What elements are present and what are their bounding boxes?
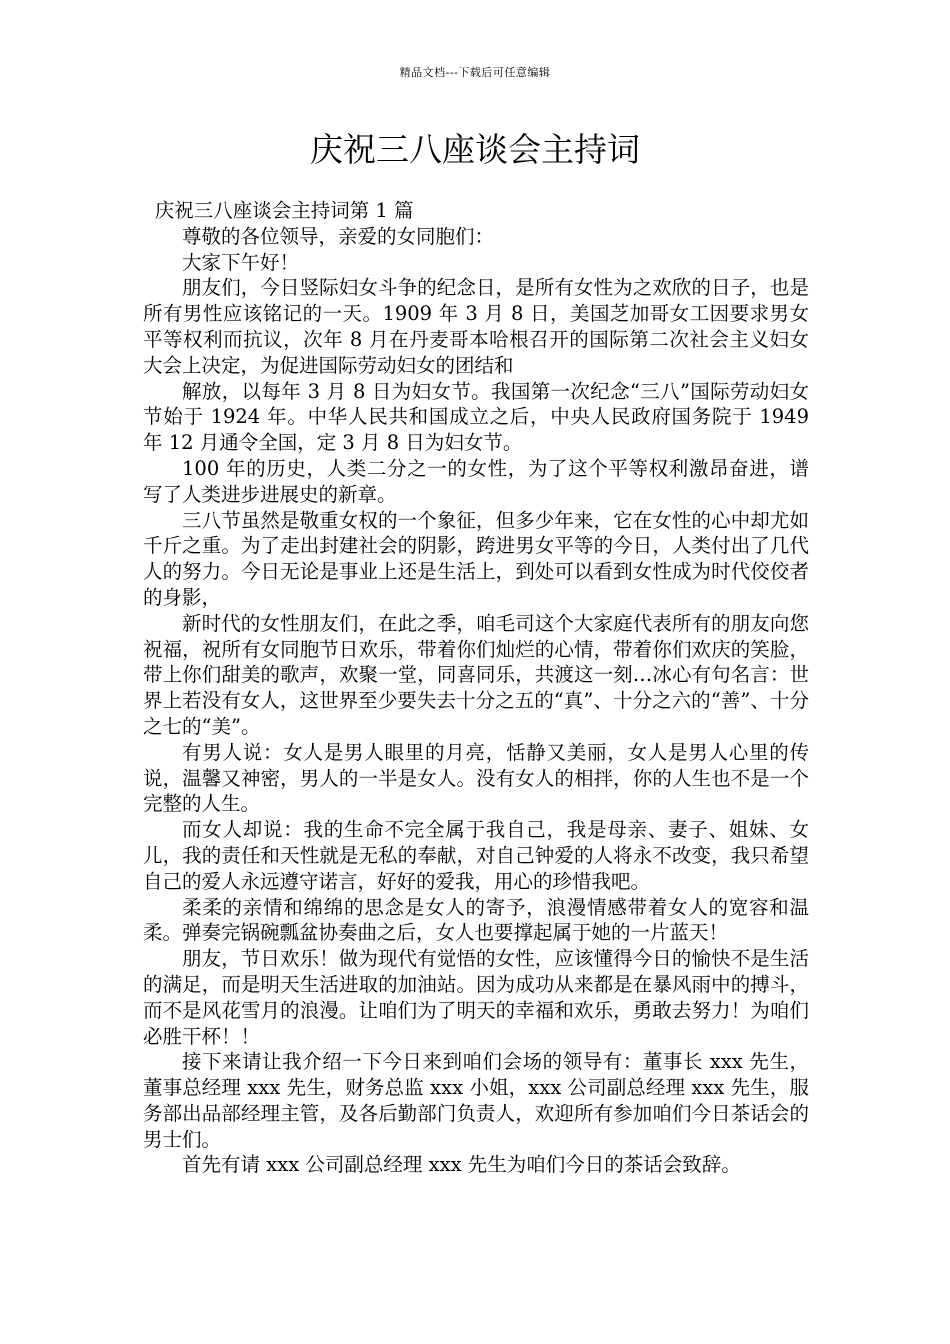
paragraph-salutation: 尊敬的各位领导，亲爱的女同胞们： [182, 224, 495, 248]
document-title: 庆祝三八座谈会主持词 [310, 130, 640, 169]
paragraph: 柔柔的亲情和绵绵的思念是女人的寄予，浪漫情感带着女人的宽容和温柔。弹奏完锅碗瓢盆协奏曲之后，女人也要撑起属于她的一片蓝天！ [143, 895, 809, 945]
paragraph: 有男人说：女人是男人眼里的月亮，恬静又美丽，女人是男人心里的传说，温馨又神密，男人的一半是女人。没有女人的相拌，你的人生也不是一个完整的人生。 [143, 740, 809, 816]
paragraph: 解放，以每年 3 月 8 日为妇女节。我国第一次纪念“三八”国际劳动妇女节始于 1924 年。中华人民共和国成立之后，中央人民政府国务院于 1949 年 12 月通令全国，定 3 月 8 日为妇女节。 [143, 379, 809, 455]
paragraph: 朋友，节日欢乐！做为现代有觉悟的女性，应该懂得今日的愉快不是生活的满足，而是明天生活进取的加油站。因为成功从来都是在暴风雨中的搏斗，而不是风花雪月的浪漫。让咱们为了明天的幸福和欢乐，勇敢去努力！为咱们必胜干杯！！ [143, 947, 809, 1048]
section-heading: 庆祝三八座谈会主持词第 1 篇 [154, 199, 414, 222]
paragraph-greeting: 大家下午好！ [182, 250, 300, 274]
document-body [143, 198, 809, 1178]
paragraph: 朋友们，今日竖际妇女斗争的纪念日，是所有女性为之欢欣的日子，也是所有男性应该铭记的一天。1909 年 3 月 8 日，美国芝加哥女工因要求男女平等权利而抗议，次年 8 月在丹麦哥本哈根召开的国际第二次社会主义妇女大会上决定，为促进国际劳动妇女的团结和 [143, 276, 809, 377]
paragraph: 而女人却说：我的生命不完全属于我自己，我是母亲、妻子、姐妹、女儿，我的责任和天性就是无私的奉献，对自己钟爱的人将永不改变，我只希望自己的爱人永远遵守诺言，好好的爱我，用心的珍惜我吧。 [143, 818, 809, 893]
paragraph: 接下来请让我介绍一下今日来到咱们会场的领导有：董事长 xxx 先生，董事总经理 xxx 先生，财务总监 xxx 小姐，xxx 公司副总经理 xxx 先生，服务部出品部经理主管，及各后勤部门负责人，欢迎所有参加咱们今日茶话会的男士们。 [143, 1050, 809, 1151]
page-header: 精品文档---下载后可任意编辑 [399, 66, 551, 79]
paragraph: 新时代的女性朋友们，在此之季，咱毛司这个大家庭代表所有的朋友向您祝福，祝所有女同胞节日欢乐，带着你们灿烂的心情，带着你们欢庆的笑脸，带上你们甜美的歌声，欢聚一堂，同喜同乐，共渡这一刻…冰心有句名言：世界上若没有女人，这世界至少要失去十分之五的“真”、十分之六的“善”、十分之七的“美”。 [143, 611, 809, 738]
paragraph: 100 年的历史，人类二分之一的女性，为了这个平等权利激昂奋进，谱写了人类进步进展史的新章。 [143, 456, 809, 506]
paragraph: 三八节虽然是敬重女权的一个象征，但多少年来，它在女性的心中却尤如千斤之重。为了走出封建社会的阴影，跨进男女平等的今日，人类付出了几代人的努力。今日无论是事业上还是生活上，到处可以看到女性成为时代佼佼者的身影， [143, 508, 809, 609]
paragraph: 首先有请 xxx 公司副总经理 xxx 先生为咱们今日的茶话会致辞。 [182, 1153, 741, 1177]
